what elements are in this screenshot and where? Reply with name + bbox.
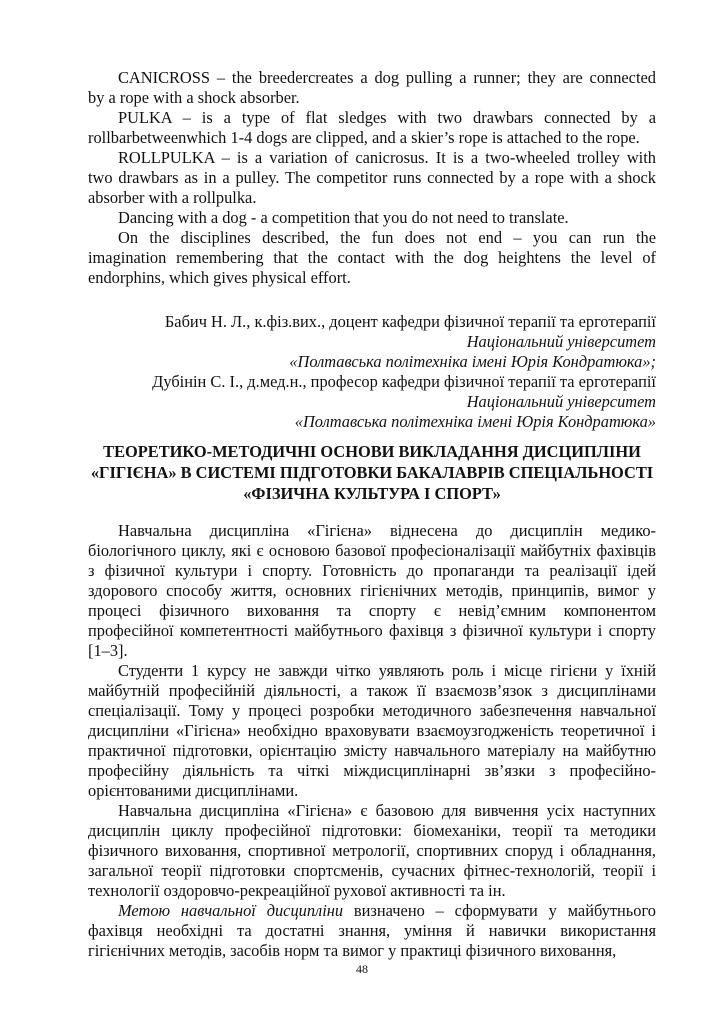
text-line: by a rope with a shock absorber. (88, 88, 300, 107)
text-line: absorber with a rollpulka. (88, 188, 257, 207)
paragraph (88, 661, 656, 801)
text-line-rest: визначено – сформувати у майбутнього (343, 901, 656, 920)
author-affiliations (88, 312, 656, 432)
text-line: майбутній професійній діяльності, а також її взаємозв’язок з дисциплінами (88, 681, 656, 700)
text-line: фізичного виховання, спортивної метрології, спортивних споруд і обладнання, (88, 841, 656, 860)
title-line: «ФІЗИЧНА КУЛЬТУРА І СПОРТ» (243, 484, 501, 503)
text-line: спеціалізації. Тому у процесі розробки методичного забезпечення навчальної (88, 701, 656, 720)
author-line: «Полтавська політехніка імені Юрія Кондратюка»; (289, 352, 656, 371)
document-page (88, 68, 656, 961)
page-number: 48 (356, 962, 368, 976)
article-body (88, 521, 656, 961)
text-line: imagination remembering that the contact with the dog heightens the level of (88, 248, 656, 267)
text-line: Навчальна дисципліна «Гігієна» віднесена до дисциплін медико- (118, 521, 656, 540)
text-line: орієнтованими дисциплінами. (88, 781, 299, 800)
text-line: практичної підготовки, орієнтацію змісту навчального матеріалу на майбутню (88, 741, 656, 760)
italic-lead: Метою навчальної дисципліни (118, 901, 344, 920)
text-line: професійної компетентності майбутнього фахівця з фізичної культури і спорту (88, 621, 656, 640)
text-line: rollbarbetweenwhich 1-4 dogs are clipped, and a skier’s rope is attached to the rope. (88, 128, 640, 147)
text-line: CANICROSS – the breedercreates a dog pulling a runner; they are connected (118, 68, 656, 87)
text-line: загальної теорії підготовки спортсменів, сучасних фітнес-технологій, теорії і (88, 861, 656, 880)
text-line: [1–3]. (88, 641, 128, 660)
text-line: endorphins, which gives physical effort. (88, 268, 351, 287)
text-line: On the disciplines described, the fun does not end – you can run the (118, 228, 656, 247)
author-line: «Полтавська політехніка імені Юрія Кондратюка» (294, 412, 656, 431)
text-line (88, 901, 656, 921)
paragraph (88, 148, 656, 208)
text-line: процесі фізичного виховання та спорту є невід’ємним компонентом (88, 601, 656, 620)
english-section (88, 68, 656, 288)
article-title (88, 441, 656, 504)
author-line: Бабич Н. Л., к.фіз.вих., доцент кафедри фізичної терапії та ерготерапії (164, 312, 656, 331)
text-line: з фізичної культури і спорту. Готовність до пропаганди та реалізації ідей (88, 561, 656, 580)
author-line: Дубінін С. І., д.мед.н., професор кафедри фізичної терапії та ерготерапії (152, 372, 656, 391)
paragraph (88, 68, 656, 108)
text-line: біологічного циклу, які є основою базової професіоналізації майбутніх фахівців (88, 541, 656, 560)
title-line: «ГІГІЄНА» В СИСТЕМІ ПІДГОТОВКИ БАКАЛАВРІВ СПЕЦІАЛЬНОСТІ (90, 463, 654, 482)
text-line: Dancing with a dog - a competition that you do not need to translate. (118, 208, 569, 227)
text-line: технології оздоровчо-рекреаційної рухової активності та ін. (88, 881, 506, 900)
paragraph (88, 801, 656, 901)
paragraph (88, 901, 656, 961)
text-line: гігієнічних методів, засобів норм та вимог у практиці фізичного виховання, (88, 941, 617, 960)
title-line: ТЕОРЕТИКО-МЕТОДИЧНІ ОСНОВИ ВИКЛАДАННЯ ДИСЦИПЛІНИ (103, 442, 641, 461)
text-line: фахівця необхідні та достатні знання, уміння й навички використання (88, 921, 656, 940)
paragraph (88, 228, 656, 288)
text-line: Студенти 1 курсу не завжди чітко уявляють роль і місце гігієни у їхній (118, 661, 656, 680)
text-line: здорового способу життя, основних гігієнічних методів, принципів, вимог у (88, 581, 656, 600)
paragraph (88, 108, 656, 148)
text-line: Навчальна дисципліна «Гігієна» є базовою для вивчення усіх наступних (118, 801, 656, 820)
text-line: дисципліни «Гігієна» необхідно враховувати взаємоузгодженість теоретичної і (88, 721, 656, 740)
author-line: Національний університет (466, 332, 656, 351)
text-line: PULKA – is a type of flat sledges with two drawbars connected by a (118, 108, 656, 127)
text-line: ROLLPULKA – is a variation of canicrosus. It is a two-wheeled trolley with (118, 148, 656, 167)
text-line: професійну діяльність та чіткі міждисциплінарні зв’язки з професійно- (88, 761, 656, 780)
paragraph (88, 208, 656, 228)
text-line: two drawbars as in a pulley. The competitor runs connected by a rope with a shock (88, 168, 656, 187)
paragraph (88, 521, 656, 661)
author-line: Національний університет (466, 392, 656, 411)
text-line: дисциплін циклу професійної підготовки: біомеханіки, теорії та методики (88, 821, 656, 840)
